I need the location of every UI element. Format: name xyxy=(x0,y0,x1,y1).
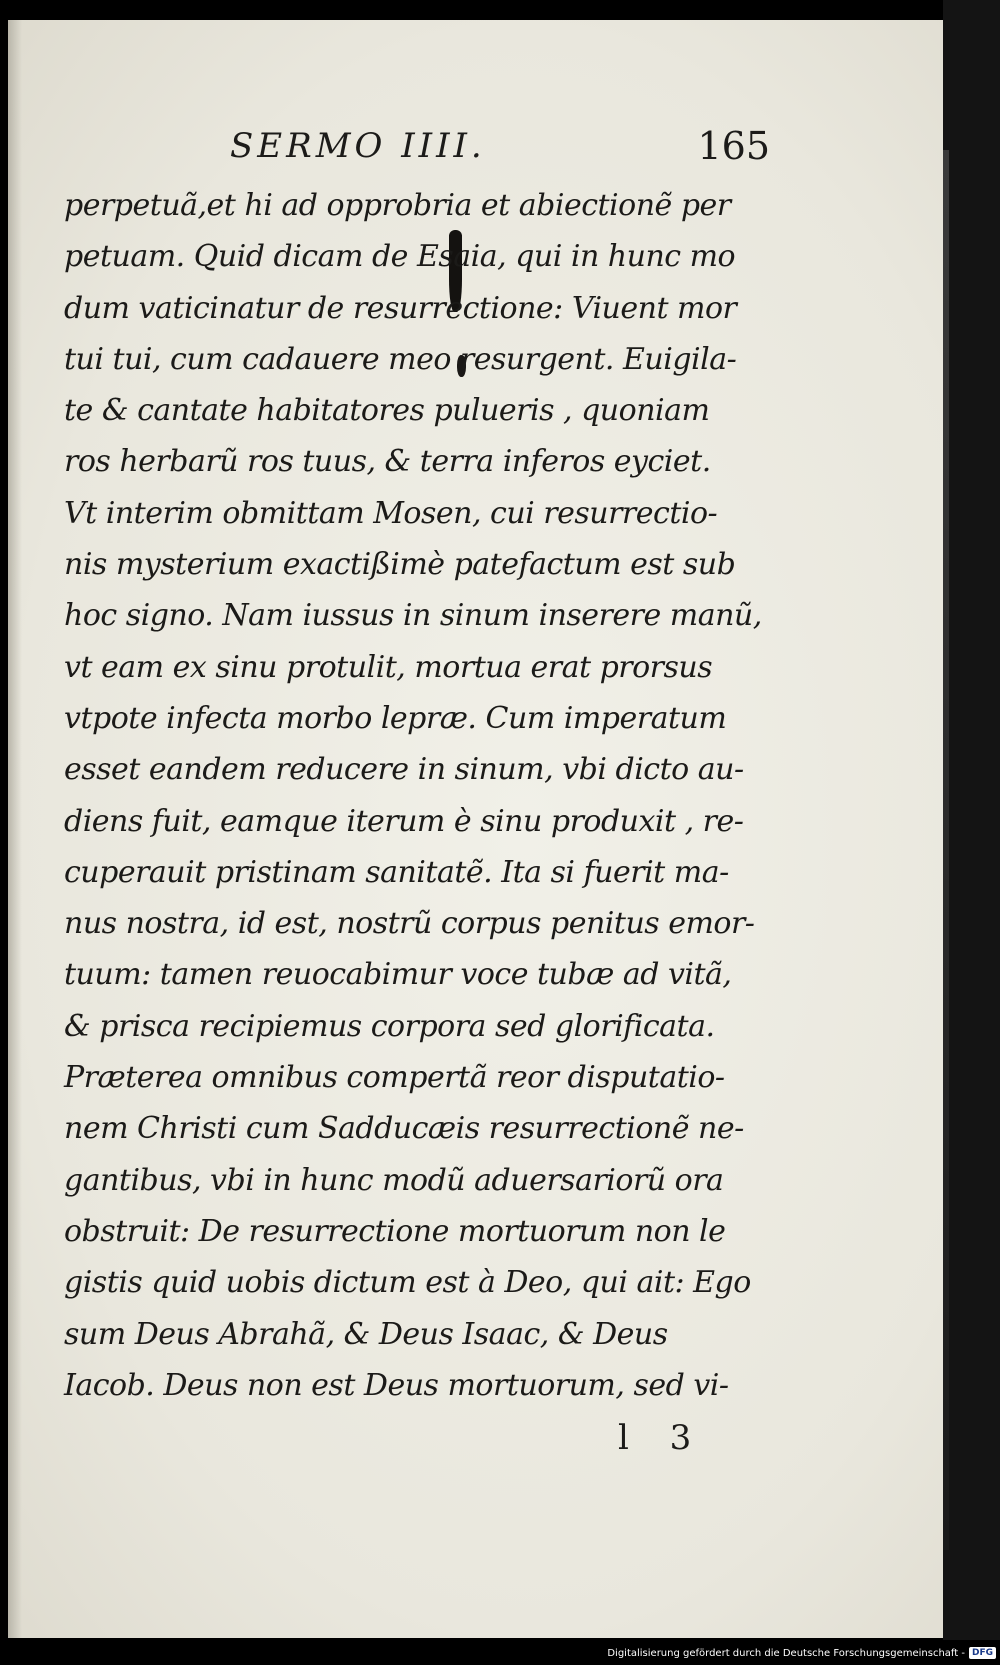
cover-edge xyxy=(943,150,949,1550)
text-line: & prisca recipiemus corpora sed glorificata. xyxy=(64,1008,715,1044)
text-line: dum vaticinatur de resurrectione: Viuent mor xyxy=(64,290,737,326)
text-line: tui tui, cum cadauere meo resurgent. Euigila- xyxy=(64,341,737,377)
text-line: Vt interim obmittam Mosen, cui resurrectio- xyxy=(64,495,718,531)
text-line: tuum: tamen reuocabimur voce tubæ ad vitã, xyxy=(64,957,732,993)
text-line: te & cantate habitatores pulueris , quoniam xyxy=(64,393,710,429)
book-cover-board xyxy=(943,0,1000,1640)
text-line: nem Christi cum Sadducæis resurrectionẽ ne- xyxy=(64,1111,744,1147)
text-line: vtpote infecta morbo lepræ. Cum imperatum xyxy=(64,700,727,736)
text-line: ros herbarũ ros tuus, & terra inferos eyciet. xyxy=(64,444,711,480)
text-line: cuperauit pristinam sanitatẽ. Ita si fuerit ma- xyxy=(64,854,729,890)
footer-credit: Digitalisierung gefördert durch die Deutsche Forschungsgemeinschaft - xyxy=(607,1647,965,1659)
body-text xyxy=(64,180,784,1411)
page-header xyxy=(230,126,770,184)
text-line: nis mysterium exactißimè patefactum est sub xyxy=(64,547,736,583)
binding-shadow xyxy=(8,20,22,1638)
running-title: SERMO IIII. xyxy=(230,126,486,166)
text-line: obstruit: De resurrectione mortuorum non le xyxy=(64,1213,726,1249)
text-line: esset eandem reducere in sinum, vbi dicto au- xyxy=(64,752,744,788)
text-line: gistis quid uobis dictum est à Deo, qui ait: Ego xyxy=(64,1265,751,1301)
text-line: hoc signo. Nam iussus in sinum inserere manũ, xyxy=(64,598,762,634)
digitization-footer xyxy=(607,1647,996,1659)
text-line: Præterea omnibus compertã reor disputatio- xyxy=(64,1060,725,1096)
text-line: Iacob. Deus non est Deus mortuorum, sed vi- xyxy=(64,1367,729,1403)
text-line: gantibus, vbi in hunc modũ aduersariorũ ora xyxy=(64,1162,724,1198)
text-line: vt eam ex sinu protulit, mortua erat prorsus xyxy=(64,649,713,685)
text-line: diens fuit, eamque iterum è sinu produxit , re- xyxy=(64,803,744,839)
book-page xyxy=(8,20,943,1638)
text-line: petuam. Quid dicam de Esaia, qui in hunc mo xyxy=(64,239,736,275)
text-line: sum Deus Abrahã, & Deus Isaac, & Deus xyxy=(64,1316,668,1352)
page-number: 165 xyxy=(697,124,770,168)
text-line: nus nostra, id est, nostrũ corpus penitus emor- xyxy=(64,906,755,942)
dfg-logo: DFG xyxy=(969,1647,996,1659)
signature-mark: l 3 xyxy=(618,1418,692,1458)
text-line: perpetuã,et hi ad opprobria et abiectionẽ per xyxy=(64,188,731,223)
